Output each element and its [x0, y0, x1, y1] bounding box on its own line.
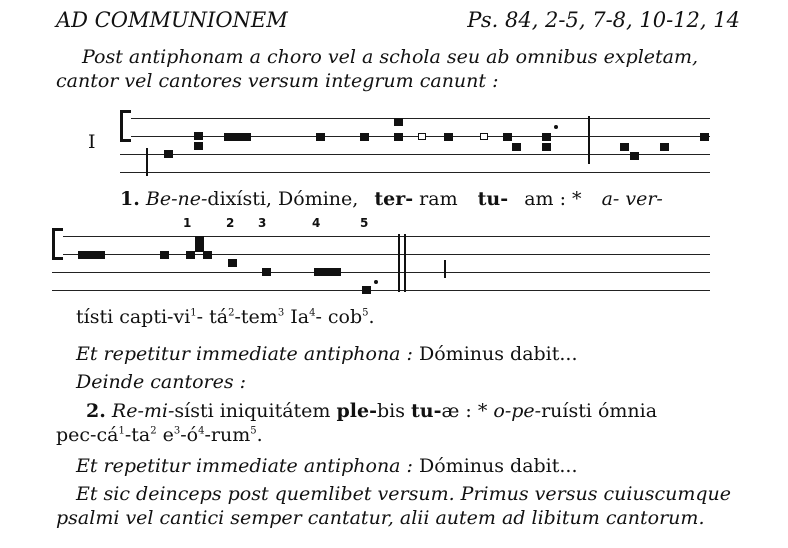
c-clef-icon: [120, 110, 131, 142]
verse-1-number: 1.: [120, 188, 140, 210]
verse-2-line-2: pec-$cá^1-ta^2$ $e^3-ó^4-rum^5$.: [56, 424, 263, 446]
verse-1-line: 1. Be-ne-dixísti, Dómine, ter- ram tu- am : * a- ver-: [120, 188, 663, 210]
cadence-number-5: 5: [360, 216, 369, 230]
mode-number: I: [88, 131, 96, 153]
cadence-number-3: 3: [258, 216, 267, 230]
verse-1-continuation: tísti capti-$vi^1-$ $tá^2-tem^3$ Ia$^4$- cob$^5$.: [76, 306, 375, 328]
section-title: AD COMMUNIONEM: [56, 8, 288, 32]
rubric-line-2: cantor vel cantores versum integrum canunt :: [56, 70, 499, 92]
repeat-instruction-1: Et repetitur immediate antiphona : Dóminus dabit...: [76, 343, 578, 365]
c-clef-icon: [52, 228, 63, 260]
cadence-number-1: 1: [183, 216, 192, 230]
verse-2-line-1: 2. Re-mi-sísti iniquitátem ple-bis tu-æ : * o-pe-ruísti ómnia: [86, 400, 658, 422]
closing-line-2: psalmi vel cantici semper cantatur, alii autem ad libitum cantorum.: [56, 507, 705, 529]
cadence-number-4: 4: [312, 216, 321, 230]
cadence-number-2: 2: [226, 216, 235, 230]
closing-line-1: Et sic deinceps post quemlibet versum. Primus versus cuiuscumque: [76, 483, 731, 505]
psalm-reference: Ps. 84, 2-5, 7-8, 10-12, 14: [467, 8, 740, 32]
repeat-instruction-2: Et repetitur immediate antiphona : Dóminus dabit...: [76, 455, 578, 477]
rubric-line-1: Post antiphonam a choro vel a schola seu ab omnibus expletam,: [82, 46, 699, 68]
deinde-line: Deinde cantores :: [76, 371, 247, 393]
